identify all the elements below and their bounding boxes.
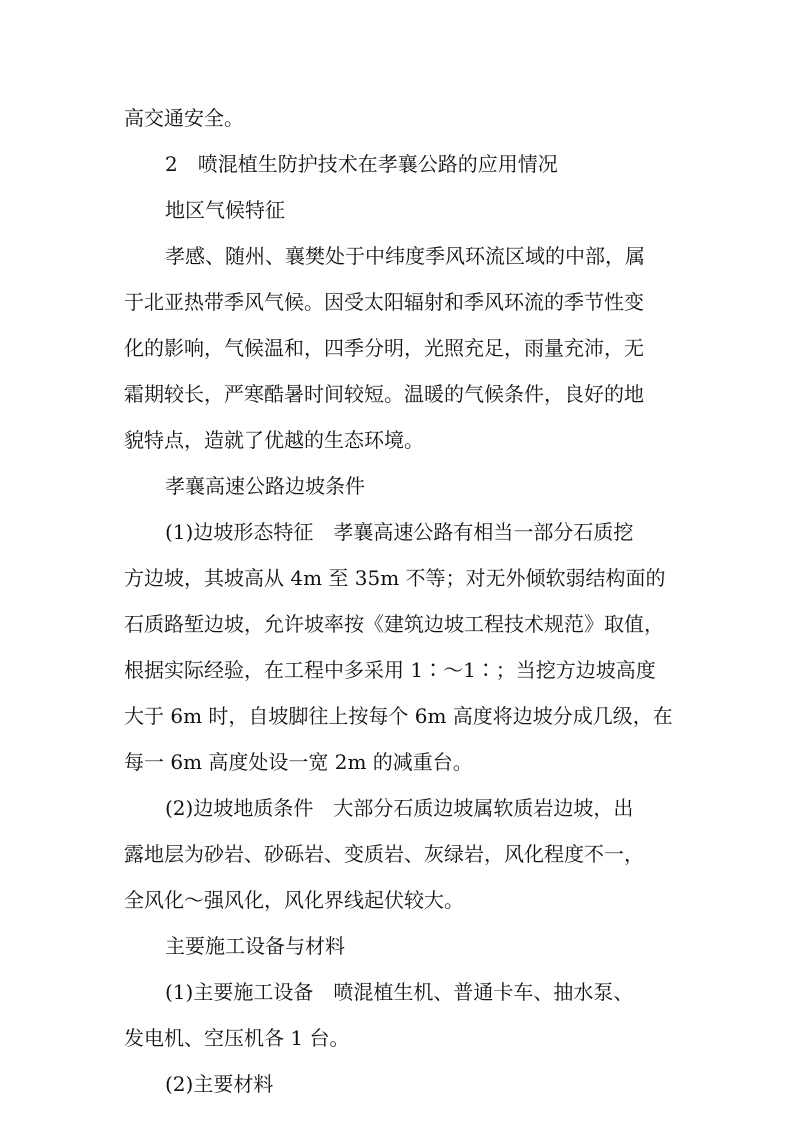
text-line: 根据实际经验，在工程中多采用 1∶～1∶；当挖方边坡高度	[124, 658, 656, 682]
text-line: 化的影响，气候温和，四季分明，光照充足，雨量充沛，无	[124, 336, 644, 360]
text-line: (2)主要材料	[165, 1072, 274, 1096]
text-line: 全风化～强风化，风化界线起伏较大。	[124, 888, 464, 912]
text-line: 石质路堑边坡，允许坡率按《建筑边坡工程技术规范》取值，	[124, 612, 664, 636]
text-line: 高交通安全。	[124, 106, 244, 130]
text-line: 发电机、空压机各 1 台。	[124, 1026, 350, 1050]
subsection-heading: 主要施工设备与材料	[165, 934, 345, 958]
text-line: 貌特点，造就了优越的生态环境。	[124, 428, 424, 452]
text-line: 霜期较长，严寒酷暑时间较短。温暖的气候条件，良好的地	[124, 382, 644, 406]
text-line: 每一 6m 高度处设一宽 2m 的减重台。	[124, 750, 473, 774]
text-line: 大于 6m 时，自坡脚往上按每个 6m 高度将边坡分成几级，在	[124, 704, 673, 728]
text-line: 孝感、随州、襄樊处于中纬度季风环流区域的中部，属	[165, 244, 645, 268]
text-line: 露地层为砂岩、砂砾岩、变质岩、灰绿岩，风化程度不一，	[124, 842, 644, 866]
text-line: (2)边坡地质条件 大部分石质边坡属软质岩边坡，出	[165, 796, 634, 820]
text-line: (1)边坡形态特征 孝襄高速公路有相当一部分石质挖	[165, 520, 634, 544]
text-line: (1)主要施工设备 喷混植生机、普通卡车、抽水泵、	[165, 980, 634, 1004]
text-line: 于北亚热带季风气候。因受太阳辐射和季风环流的季节性变	[124, 290, 644, 314]
subsection-heading: 孝襄高速公路边坡条件	[165, 474, 365, 498]
subsection-heading: 地区气候特征	[165, 198, 285, 222]
section-heading: 2 喷混植生防护技术在孝襄公路的应用情况	[165, 152, 558, 176]
text-line: 方边坡，其坡高从 4m 至 35m 不等；对无外倾软弱结构面的	[124, 566, 666, 590]
